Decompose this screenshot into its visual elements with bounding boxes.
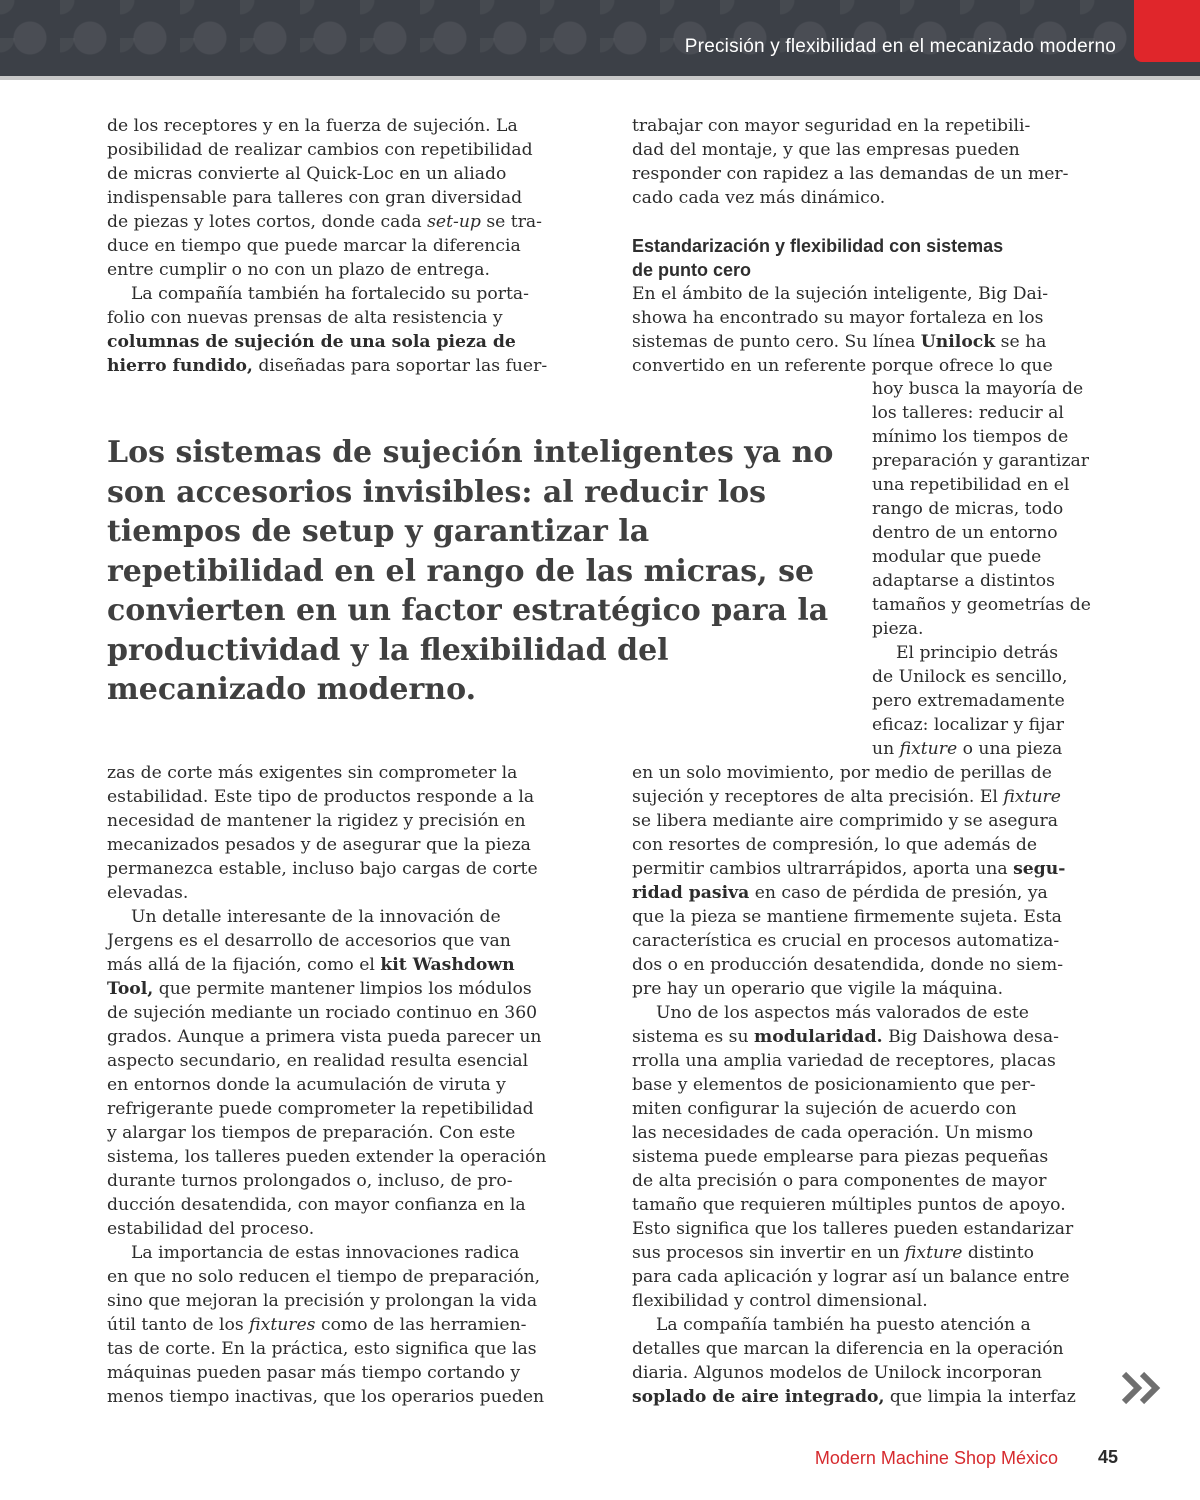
text-line: Uno de los aspectos más valorados de este: [656, 1003, 1029, 1023]
text-run: de piezas y lotes cortos, donde cada: [107, 212, 428, 232]
right-column-bottom: [632, 761, 1122, 1409]
bold-term: columnas de sujeción de una sola pieza de: [107, 332, 516, 352]
left-column-bottom: [107, 761, 592, 1409]
text-line: [107, 953, 592, 977]
text-line: los talleres: reducir al: [872, 403, 1064, 423]
right-column-top: [632, 114, 1122, 378]
italic-term: fixture: [1003, 787, 1061, 807]
text-line: La importancia de estas innovaciones radica: [131, 1243, 520, 1263]
text-line: grados. Aunque a primera vista pueda parecer un: [107, 1027, 542, 1047]
text-run: se tra-: [480, 212, 542, 232]
italic-term: set-up: [427, 212, 481, 232]
text-line: [107, 977, 592, 1001]
text-line: refrigerante puede comprometer la repetibilidad: [107, 1099, 534, 1119]
text-run: Big Daishowa desa-: [882, 1027, 1059, 1047]
text-line: en entornos donde la acumulación de viruta y: [107, 1075, 506, 1095]
text-line: las necesidades de cada operación. Un mismo: [632, 1123, 1034, 1143]
text-line: dad del montaje, y que las empresas pueden: [632, 140, 1020, 160]
text-line: cado cada vez más dinámico.: [632, 188, 886, 208]
text-line: Esto significa que los talleres pueden estandarizar: [632, 1219, 1074, 1239]
text-run: o una pieza: [957, 739, 1063, 759]
text-line: sino que mejoran la precisión y prolongan la vida: [107, 1291, 538, 1311]
bold-term: Unilock: [920, 332, 996, 352]
text-line: La compañía también ha fortalecido su porta-: [131, 284, 529, 304]
text-line: [107, 210, 592, 234]
text-line: en un solo movimiento, por medio de perillas de: [632, 763, 1052, 783]
text-run: útil tanto de los: [107, 1315, 250, 1335]
text-run: sistemas de punto cero. Su línea: [632, 332, 921, 352]
text-line: estabilidad del proceso.: [107, 1219, 315, 1239]
text-line: para cada aplicación y lograr así un balance entre: [632, 1267, 1070, 1287]
text-line: entre cumplir o no con un plazo de entrega.: [107, 260, 490, 280]
text-line: responder con rapidez a las demandas de un mer-: [632, 164, 1069, 184]
text-run: permitir cambios ultrarrápidos, aporta una: [632, 859, 1014, 879]
pull-quote: Los sistemas de sujeción inteligentes ya no son accesorios invisibles: al reducir los tiempos de setup y garantizar la repetibilidad en el rango de las micras, se convierten en un factor estratégico para la productividad y la flexibilidad del mecanizado moderno.: [107, 435, 834, 707]
double-chevron-right-icon[interactable]: [1120, 1370, 1166, 1406]
text-line: adaptarse a distintos: [872, 571, 1055, 591]
bold-term: kit Washdown: [380, 955, 515, 975]
italic-term: fixtures: [249, 1315, 316, 1335]
text-line: de micras convierte al Quick-Loc en un aliado: [107, 164, 507, 184]
text-line: posibilidad de realizar cambios con repetibilidad: [107, 140, 533, 160]
text-line: modular que puede: [872, 547, 1042, 567]
text-line: característica es crucial en procesos automatiza-: [632, 931, 1060, 951]
text-line: durante turnos prolongados o, incluso, de pro-: [107, 1171, 513, 1191]
text-line: pieza.: [872, 619, 924, 639]
text-line: [632, 785, 1122, 809]
text-line: miten configurar la sujeción de acuerdo con: [632, 1099, 1017, 1119]
text-line: necesidad de mantener la rigidez y precisión en: [107, 811, 526, 831]
text-line: sistema, los talleres pueden extender la operación: [107, 1147, 547, 1167]
text-line: [107, 1313, 592, 1337]
text-line: sistema puede emplearse para piezas pequeñas: [632, 1147, 1049, 1167]
bold-term: segu-: [1013, 859, 1066, 879]
text-run: se ha: [995, 332, 1047, 352]
text-line: elevadas.: [107, 883, 189, 903]
text-run: sus procesos sin invertir en un: [632, 1243, 905, 1263]
text-line: [632, 1241, 1122, 1265]
text-line: zas de corte más exigentes sin comprometer la: [107, 763, 518, 783]
bold-term: ridad pasiva: [632, 883, 750, 903]
text-run: más allá de la fijación, como el: [107, 955, 381, 975]
text-line: En el ámbito de la sujeción inteligente, Big Dai-: [632, 284, 1049, 304]
text-line: tamaños y geometrías de: [872, 595, 1091, 615]
text-line: [632, 857, 1122, 881]
text-run: sujeción y receptores de alta precisión. El: [632, 787, 1004, 807]
text-run: un: [872, 739, 900, 759]
section-subheading: de punto cero: [632, 260, 752, 280]
text-line: [872, 737, 1122, 761]
bold-term: Tool,: [107, 979, 154, 999]
text-line: menos tiempo inactivas, que los operarios pueden: [107, 1387, 545, 1407]
text-line: de alta precisión o para componentes de mayor: [632, 1171, 1047, 1191]
text-line: indispensable para talleres con gran diversidad: [107, 188, 523, 208]
text-line: mínimo los tiempos de: [872, 427, 1069, 447]
running-title: Precisión y flexibilidad en el mecanizado moderno: [684, 36, 1116, 57]
text-line: rrolla una amplia variedad de receptores, placas: [632, 1051, 1056, 1071]
text-line: [632, 881, 1122, 905]
text-line: pre hay un operario que vigile la máquina.: [632, 979, 1004, 999]
header-divider: [0, 76, 1200, 80]
text-line: eficaz: localizar y fijar: [872, 715, 1064, 735]
text-line: [632, 1025, 1122, 1049]
bold-term: modularidad.: [754, 1027, 883, 1047]
text-line: rango de micras, todo: [872, 499, 1064, 519]
text-run: diseñadas para soportar las fuer-: [252, 356, 548, 376]
text-line: flexibilidad y control dimensional.: [632, 1291, 928, 1311]
section-subheading: Estandarización y flexibilidad con sistemas: [632, 236, 1004, 256]
text-line: Un detalle interesante de la innovación de: [131, 907, 501, 927]
text-line: con resortes de compresión, lo que además de: [632, 835, 1038, 855]
text-line: convertido en un referente porque ofrece lo que: [632, 356, 1053, 376]
text-line: [632, 330, 1122, 354]
text-line: una repetibilidad en el: [872, 475, 1070, 495]
text-line: tamaño que requieren múltiples puntos de apoyo.: [632, 1195, 1066, 1215]
text-line: Jergens es el desarrollo de accesorios que van: [107, 931, 511, 951]
text-line: La compañía también ha puesto atención a: [656, 1315, 1031, 1335]
text-line: [107, 330, 592, 354]
italic-term: fixture: [904, 1243, 963, 1263]
text-run: como de las herramien-: [315, 1315, 527, 1335]
text-line: showa ha encontrado su mayor fortaleza en los: [632, 308, 1044, 328]
text-line: base y elementos de posicionamiento que per-: [632, 1075, 1036, 1095]
text-line: máquinas pueden pasar más tiempo cortando y: [107, 1363, 521, 1383]
text-line: dos o en producción desatendida, donde no siem-: [632, 955, 1064, 975]
page-number: 45: [1098, 1447, 1119, 1467]
text-line: tas de corte. En la práctica, esto significa que las: [107, 1339, 537, 1359]
text-line: mecanizados pesados y de asegurar que la pieza: [107, 835, 531, 855]
text-line: de los receptores y en la fuerza de sujeción. La: [107, 116, 518, 136]
text-line: [632, 1385, 1122, 1409]
text-run: en caso de pérdida de presión, ya: [749, 883, 1048, 903]
text-run: que limpia la interfaz: [884, 1387, 1076, 1407]
text-line: de Unilock es sencillo,: [872, 667, 1068, 687]
text-line: y alargar los tiempos de preparación. Con este: [107, 1123, 516, 1143]
text-line: de sujeción mediante un rociado continuo en 360: [107, 1003, 538, 1023]
text-line: ducción desatendida, con mayor confianza en la: [107, 1195, 526, 1215]
text-line: El principio detrás: [896, 643, 1059, 663]
text-line: [107, 354, 592, 378]
text-line: preparación y garantizar: [872, 451, 1089, 471]
text-line: trabajar con mayor seguridad en la repetibili-: [632, 116, 1031, 136]
text-line: detalles que marcan la diferencia en la operación: [632, 1339, 1064, 1359]
italic-term: fixture: [899, 739, 958, 759]
left-column-top: [107, 114, 592, 378]
section-tab: [1134, 0, 1200, 62]
right-narrow-column: [872, 377, 1122, 761]
text-line: dentro de un entorno: [872, 523, 1058, 543]
text-run: que permite mantener limpios los módulos: [153, 979, 532, 999]
text-line: permanezca estable, incluso bajo cargas de corte: [107, 859, 538, 879]
text-line: hoy busca la mayoría de: [872, 379, 1084, 399]
text-line: estabilidad. Este tipo de productos responde a la: [107, 787, 535, 807]
text-line: aspecto secundario, en realidad resulta esencial: [107, 1051, 529, 1071]
text-run: sistema es su: [632, 1027, 755, 1047]
text-line: pero extremadamente: [872, 691, 1065, 711]
text-line: duce en tiempo que puede marcar la diferencia: [107, 236, 521, 256]
text-line: se libera mediante aire comprimido y se asegura: [632, 811, 1058, 831]
bold-term: soplado de aire integrado,: [632, 1387, 885, 1407]
text-line: que la pieza se mantiene firmemente sujeta. Esta: [632, 907, 1062, 927]
text-line: en que no solo reducen el tiempo de preparación,: [107, 1267, 541, 1287]
text-line: diaria. Algunos modelos de Unilock incorporan: [632, 1363, 1042, 1383]
bold-term: hierro fundido,: [107, 356, 253, 376]
text-run: distinto: [962, 1243, 1034, 1263]
text-line: folio con nuevas prensas de alta resistencia y: [107, 308, 503, 328]
magazine-name: Modern Machine Shop México: [814, 1448, 1058, 1468]
